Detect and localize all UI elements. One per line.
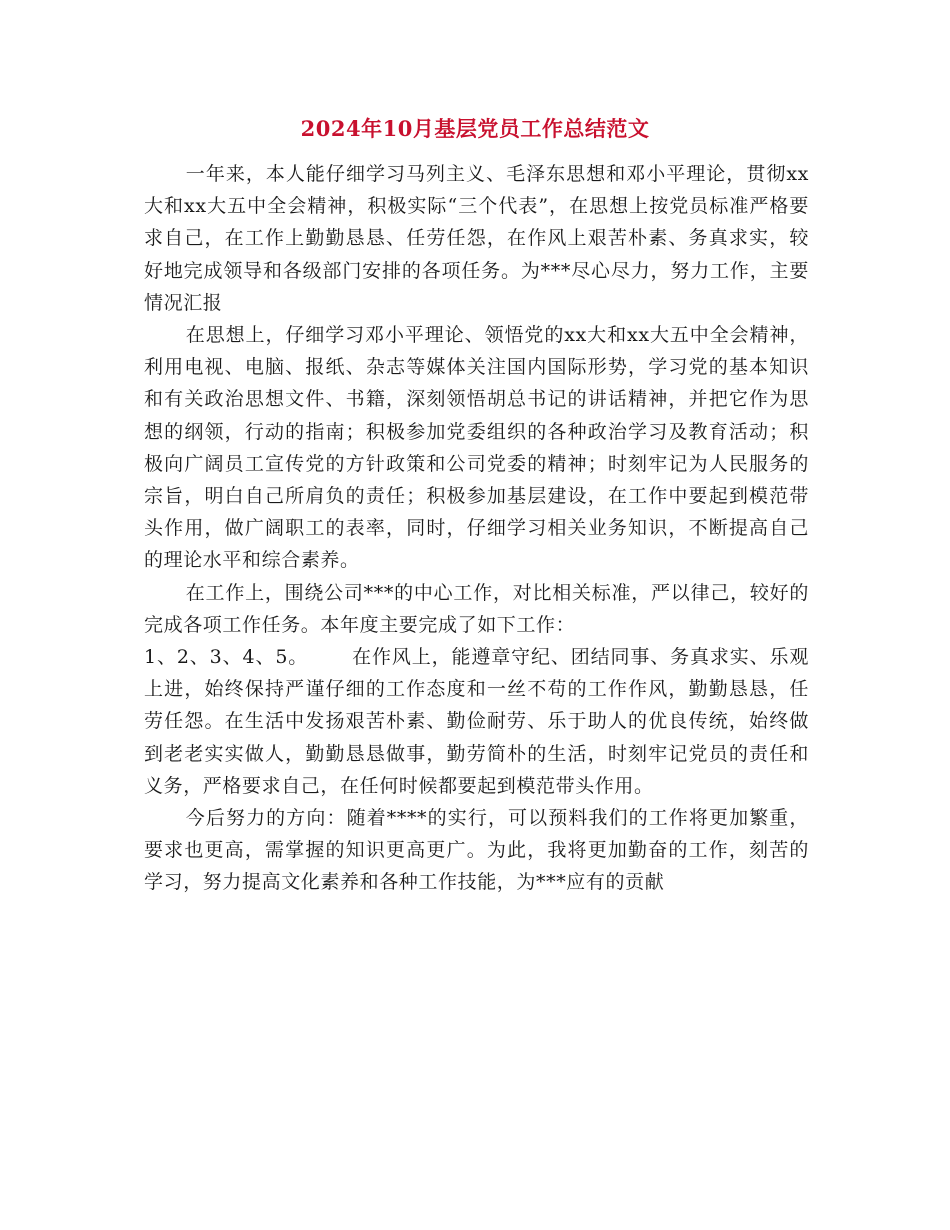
paragraph-work: 在工作上，围绕公司***的中心工作，对比相关标准，严以律己，较好的完成各项工作任务。本年度主要完成了如下工作： (144, 581, 809, 636)
paragraph-style (144, 641, 809, 802)
paragraph-intro: 一年来，本人能仔细学习马列主义、毛泽东思想和邓小平理论，贯彻xx大和xx大五中全会精神，积极实际“三个代表”，在思想上按党员标准严格要求自己，在工作上勤勤恳恳、任劳任怨，在作风上艰苦朴素、务真求实，较好地完成领导和各级部门安排的各项任务。为***尽心尽力，努力工作，主要情况汇报 (144, 163, 809, 314)
paragraph-style-text: 在作风上，能遵章守纪、团结同事、务真求实、乐观上进，始终保持严谨仔细的工作态度和一丝不苟的工作作风，勤勤恳恳，任劳任怨。在生活中发扬艰苦朴素、勤俭耐劳、乐于助人的优良传统，始终做到老老实实做人，勤勤恳恳做事，勤劳简朴的生活，时刻牢记党员的责任和义务，严格要求自己，在任何时候都要起到模范带头作用。 (144, 646, 809, 797)
paragraph-thought: 在思想上，仔细学习邓小平理论、领悟党的xx大和xx大五中全会精神，利用电视、电脑、报纸、杂志等媒体关注国内国际形势，学习党的基本知识和有关政治思想文件、书籍，深刻领悟胡总书记的讲话精神，并把它作为思想的纲领，行动的指南；积极参加党委组织的各种政治学习及教育活动；积极向广阔员工宣传党的方针政策和公司党委的精神；时刻牢记为人民服务的宗旨，明白自己所肩负的责任；积极参加基层建设，在工作中要起到模范带头作用，做广阔职工的表率，同时，仔细学习相关业务知识，不断提高自己的理论水平和综合素养。 (144, 324, 809, 572)
paragraph-closing: 今后努力的方向：随着****的实行，可以预料我们的工作将更加繁重，要求也更高，需掌握的知识更高更广。为此，我将更加勤奋的工作，刻苦的学习，努力提高文化素养和各种工作技能，为***应有的贡献 (144, 807, 809, 894)
document-title: 2024年10月基层党员工作总结范文 (300, 116, 650, 141)
document-body (144, 158, 809, 899)
work-items-list: 1、2、3、4、5。 (144, 646, 309, 669)
